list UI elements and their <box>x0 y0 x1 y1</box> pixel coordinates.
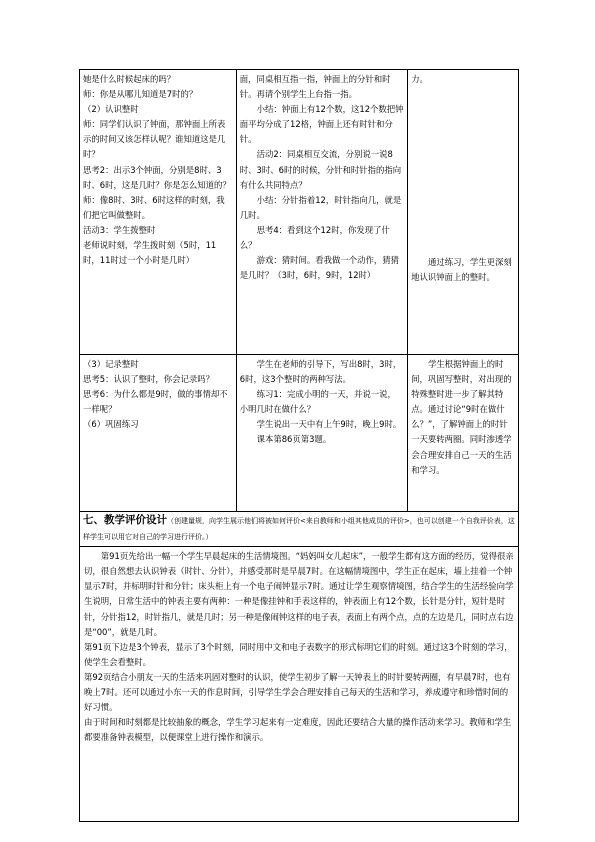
design-intent-cell <box>408 355 519 512</box>
table-row <box>80 355 519 512</box>
cell-text: 面，同桌相互指一指，钟面上的分针和时针。再请个别学生上台指一指。 <box>239 74 391 100</box>
table-row <box>80 512 519 547</box>
cell-text: 课本第86页第3题。 <box>256 434 332 445</box>
cell-text: 她是什么时候起床的吗？ <box>83 74 176 84</box>
cell-text: 活动3：学生拨整时 <box>83 224 156 235</box>
cell-text: 老师说时刻，学生拨时刻（5时，11时，11时过一个小时是几时） <box>83 240 217 266</box>
cell-text: 师：你是从哪儿知道是7时的？ <box>83 89 198 100</box>
teacher-activity-cell <box>80 70 237 355</box>
teacher-activity-cell <box>80 355 237 512</box>
cell-text: 通过练习，学生更深刻地认识钟面上的整时。 <box>411 257 512 283</box>
cell-text: 师：同学们认识了钟面，那钟面上所表示的时间又该怎样认呢？谁知道这是几时？ <box>83 119 226 160</box>
table-row <box>80 70 519 355</box>
cell-text: 学生在老师的引导下，写出8时，3时，6时，这3个整时的两种写法。 <box>239 359 402 385</box>
cell-text: 小结：钟面上有12个数，这12个数把钟面平均分成了12格，钟面上还有时针和分针。 <box>239 104 404 145</box>
cell-text: 师：像8时、3时、6时这样的时刻，我们把它叫做整时。 <box>83 194 225 220</box>
paragraph: 第91页下边是3个钟表，显示了3个时刻，同时用中文和电子表数字的形式标明它们的时刻。通过这3个时刻的学习，使学生会看整时。 <box>84 641 513 667</box>
cell-text: （3）记录整时 <box>83 359 139 369</box>
lesson-plan-table <box>79 69 519 822</box>
evaluation-cell <box>80 547 519 822</box>
cell-text: 学生根据钟面上的时间，巩固写整时，对出现的特殊整时进一步了解其特点。通过讨论“9时在做什么？”，了解钟面上的时针一天要转两圈。同时渗透学会合理安排自己一天的生活和学习。 <box>411 359 512 475</box>
section-heading-cell <box>80 512 519 547</box>
cell-text: 思考5：认识了整时，你会记录吗？ <box>83 374 214 385</box>
cell-text: 思考6：为什么都是9时，做的事情却不一样呢？ <box>83 389 228 415</box>
cell-text: （6）巩固练习 <box>83 419 139 430</box>
cell-text: 力。 <box>411 74 428 84</box>
table-row <box>80 547 519 822</box>
paragraph: 由于时间和时刻都是比较抽象的概念，学生学习起来有一定难度，因此还要结合大量的操作活动来学习。教师和学生都要准备钟表模型，以便课堂上进行操作和演示。 <box>84 717 512 743</box>
section-note: （创建量规，向学生展示他们将被如何评价<来自教师和小组其他成员的评价>，也可以创建一个自我评价表，这样学生可以用它对自己的学习进行评价。） <box>83 517 515 542</box>
paragraph: 第91页先给出一幅一个学生早晨起床的生活情境图。“妈妈叫女儿起床”，一般学生都有这方面的经历，觉得很亲切，很自然想去认识钟表（时针、分针），并感受那时是早晨7时。在这幅情境图中，学生正在起床，墙上挂着一个钟显示7时，并标明时针和分针；床头柜上有一个电子闹钟显示7时。通过让学生观察情境图，结合学生的生活经验向学生说明，日常生活中的钟表主要有两种：一种是像挂钟和手表这样的，钟表面上有12个数，长针是分针，短针是时针，分针指12，时针指几，就是几时；另一种是像闹钟这样的电子表，表面上有两个点，点的左边是几，同时点右边是“00”，就是几时。 <box>84 551 514 637</box>
cell-text: 活动2：同桌相互交流，分别说一说8时、3时、6时的时候，分针和时针指的指向有什么共同特点？ <box>239 149 402 190</box>
cell-text: 小结：分针指着12，时针指向几，就是几时。 <box>239 194 402 220</box>
cell-text: 练习1：完成小明的一天，并说一说，小明几时在做什么？ <box>239 389 396 415</box>
cell-text: 游戏：猜时间。看我做一个动作，猜猜是几时？（3时，6时，9时，12时） <box>239 255 399 281</box>
student-activity-cell <box>236 355 407 512</box>
paragraph: 第92页结合小朋友一天的生活来巩固对整时的认识，使学生初步了解一天钟表上的时针要转两圈，有早晨7时，也有晚上7时。还可以通过小东一天的作息时间，引导学生学会合理安排自己每天的生活和学习，养成遵守和珍惜时间的好习惯。 <box>84 671 511 713</box>
student-activity-cell <box>236 70 407 355</box>
cell-text: 思考4：看到这个12时，你发现了什么？ <box>239 224 390 251</box>
cell-text: （2）认识整时 <box>83 104 139 115</box>
cell-text: 学生说出一天中有上午9时，晚上9时。 <box>256 419 402 430</box>
cell-text: 思考2：出示3个钟面，分别是8时、3时、6时，这是几时？你是怎么知道的？ <box>83 164 231 190</box>
design-intent-cell <box>408 70 519 355</box>
section-title: 七、教学评价设计 <box>83 514 167 526</box>
